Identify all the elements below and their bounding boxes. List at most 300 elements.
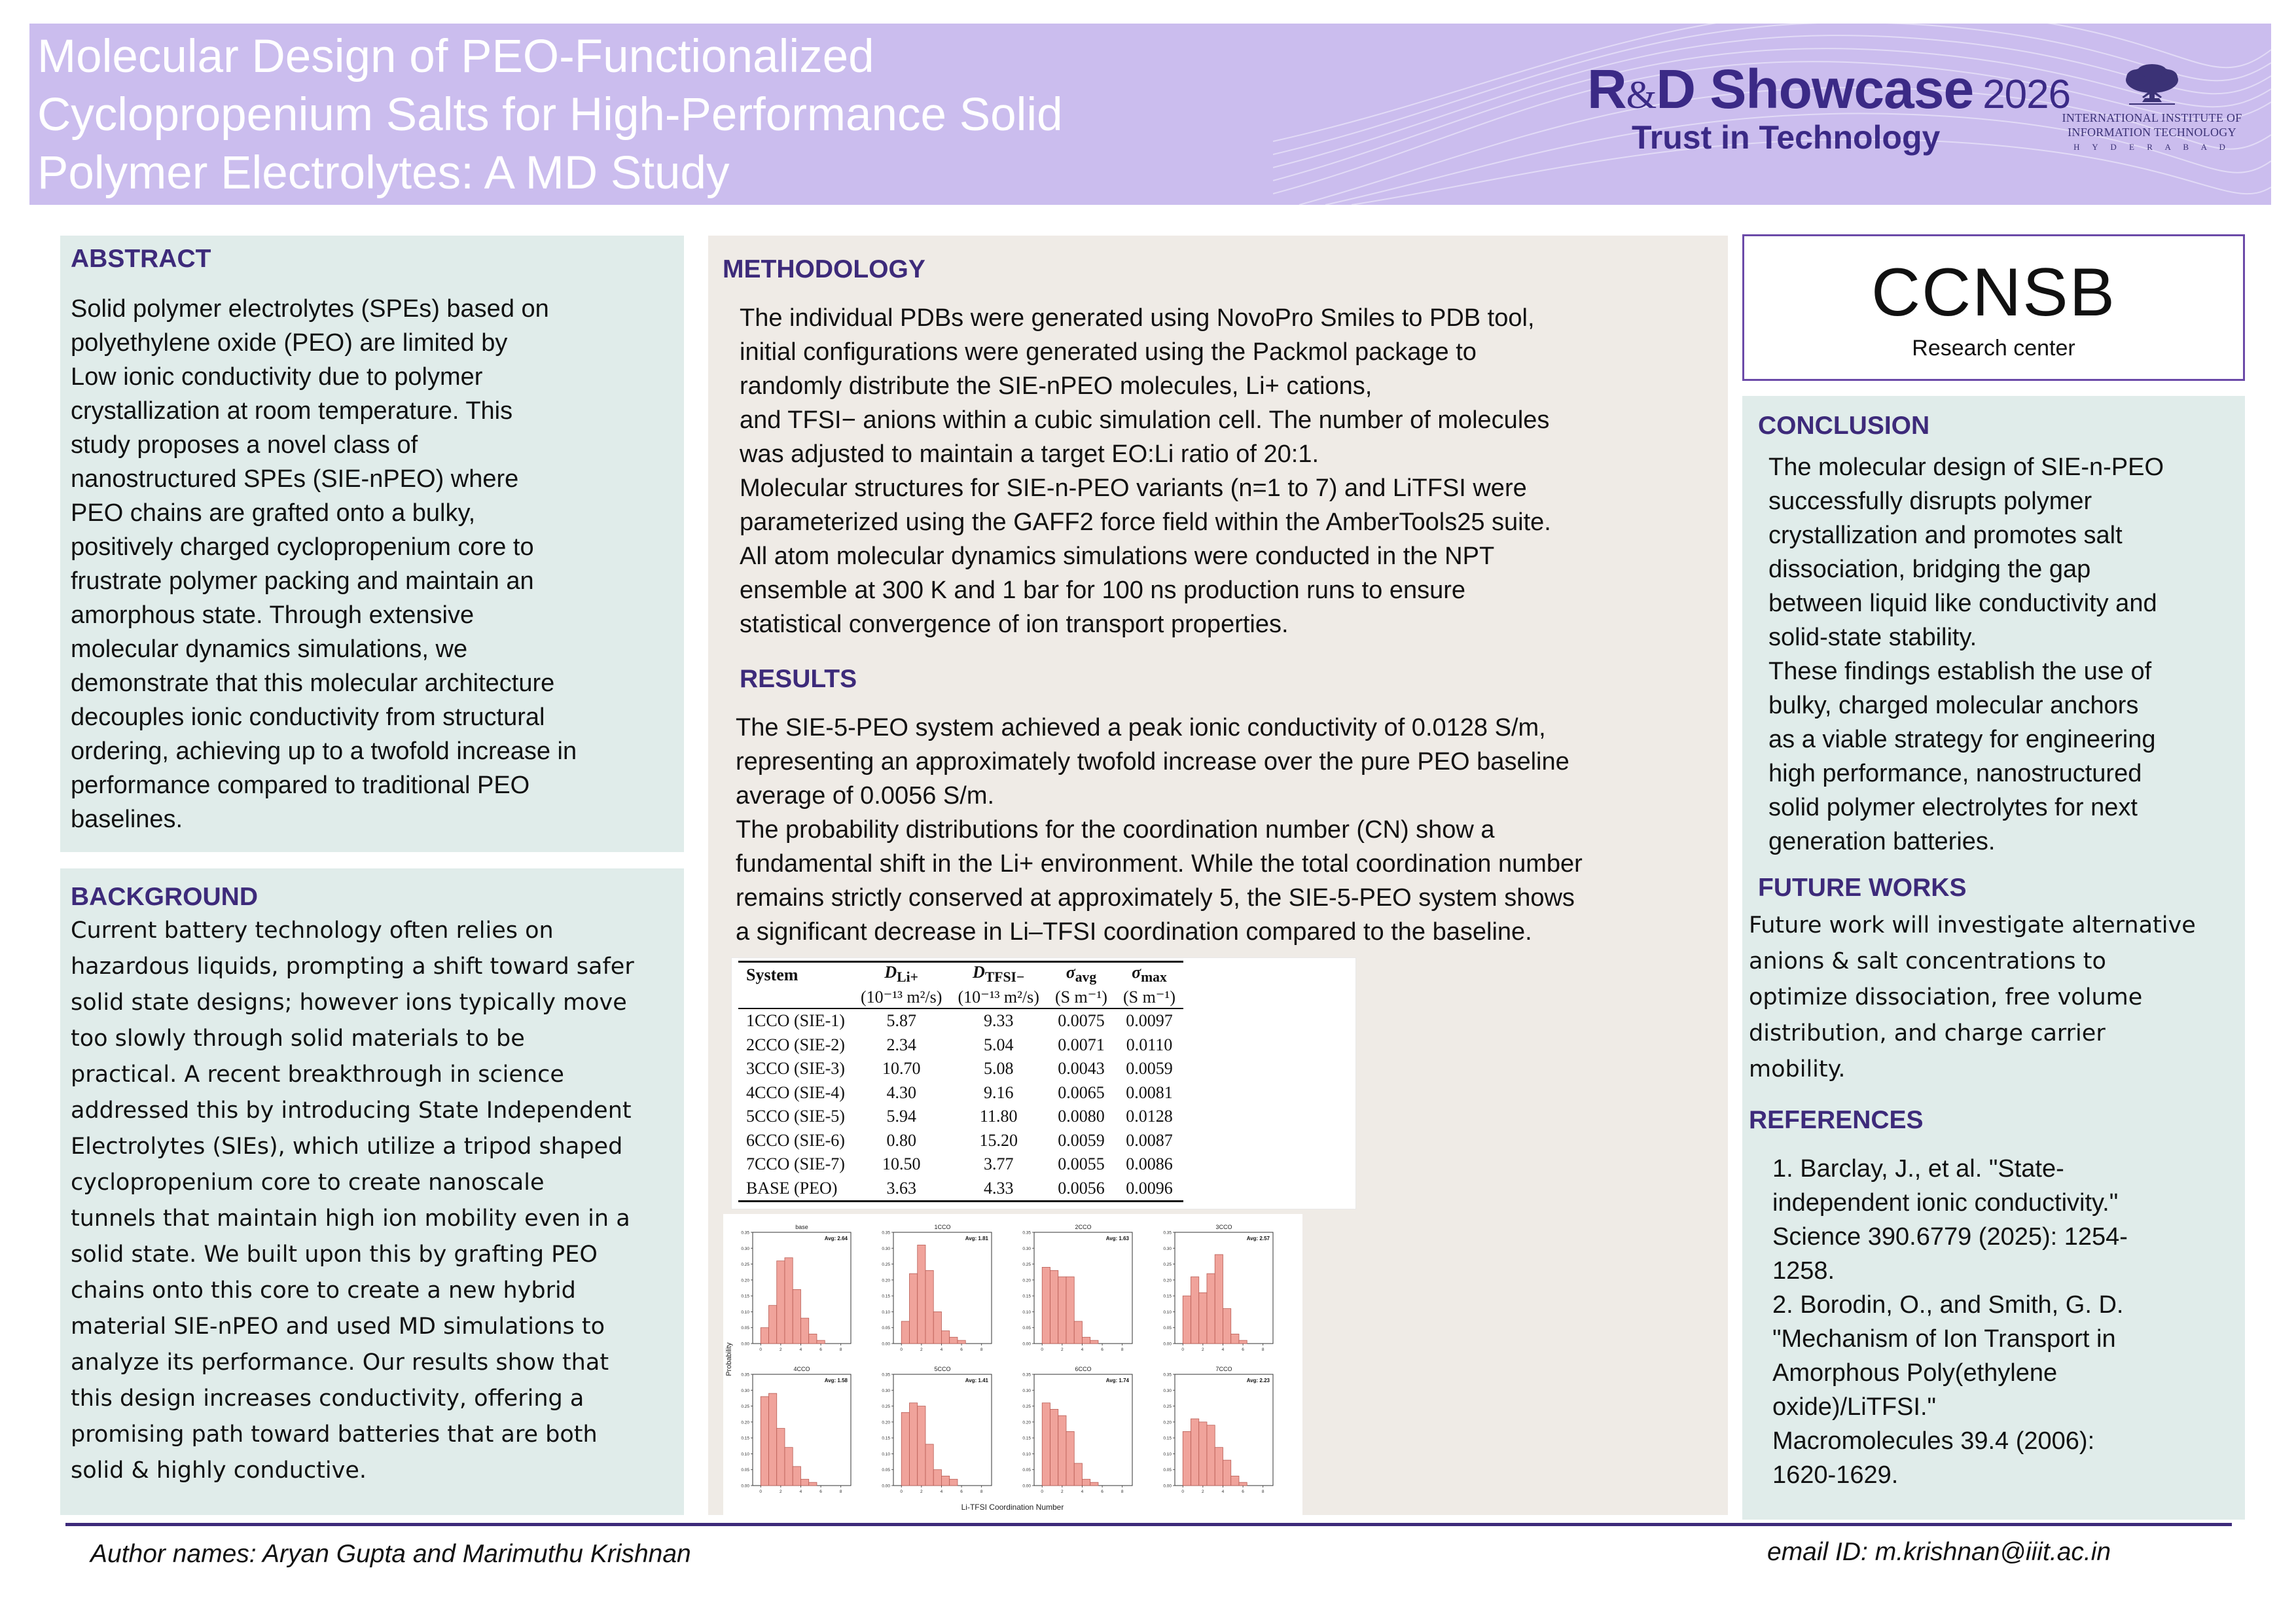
results-line: The probability distributions for the coordination number (CN) show a	[736, 816, 1495, 844]
methodology-text	[740, 301, 1721, 641]
x-tick-label: 6	[960, 1489, 963, 1494]
x-tick-label: 8	[839, 1489, 842, 1494]
panel-title: 2CCO	[1075, 1224, 1092, 1230]
future-line: distribution, and charge carrier	[1749, 1020, 2106, 1046]
x-tick-label: 0	[900, 1347, 903, 1352]
histogram-bar	[1231, 1334, 1239, 1344]
panel-title: 5CCO	[934, 1366, 951, 1372]
y-tick-label: 0.35	[1163, 1372, 1172, 1378]
y-tick-label: 0.30	[741, 1388, 749, 1393]
histogram-bar	[1215, 1448, 1223, 1486]
x-tick-label: 8	[839, 1347, 842, 1352]
x-tick-label: 2	[1061, 1489, 1064, 1494]
abstract-heading: ABSTRACT	[71, 245, 211, 273]
y-tick-label: 0.35	[1163, 1230, 1172, 1236]
histogram-bar	[918, 1406, 925, 1486]
y-tick-label: 0.00	[1163, 1484, 1172, 1489]
x-tick-label: 4	[940, 1347, 943, 1352]
histogram-bar	[785, 1258, 793, 1344]
x-tick-label: 6	[960, 1347, 963, 1352]
histogram-panel	[1163, 1224, 1273, 1352]
conclusion-line: solid polymer electrolytes for next	[1768, 794, 2138, 821]
col-sigma-avg: $\sigma_{avg}$	[1047, 962, 1115, 988]
y-tick-label: 0.35	[1022, 1372, 1031, 1378]
methodology-line: ensemble at 300 K and 1 bar for 100 ns production runs to ensure	[740, 577, 1466, 604]
histogram-bar	[1191, 1419, 1198, 1486]
y-tick-label: 0.05	[1022, 1326, 1031, 1331]
references-text	[1772, 1152, 2241, 1492]
y-tick-label: 0.05	[882, 1468, 890, 1473]
future-text	[1749, 908, 2243, 1088]
future-line: optimize dissociation, free volume	[1749, 984, 2143, 1010]
methodology-line: All atom molecular dynamics simulations were conducted in the NPT	[740, 543, 1495, 570]
histogram-bar	[761, 1397, 768, 1486]
avg-label: Avg: 2.64	[824, 1236, 848, 1241]
background-line: addressed this by introducing State Independent	[71, 1097, 632, 1124]
reference-line: 1620-1629.	[1772, 1461, 1899, 1489]
ccnsb-box	[1742, 234, 2245, 381]
results-text	[736, 711, 1724, 949]
abstract-line: molecular dynamics simulations, we	[71, 635, 468, 663]
x-tick-label: 4	[799, 1347, 802, 1352]
histogram-bar	[1223, 1460, 1230, 1486]
tree-icon	[2123, 64, 2181, 107]
y-tick-label: 0.35	[882, 1230, 890, 1236]
histogram-bar	[925, 1270, 933, 1344]
y-tick-label: 0.35	[741, 1230, 749, 1236]
reference-line: 2. Borodin, O., and Smith, G. D.	[1772, 1291, 2124, 1319]
y-tick-label: 0.35	[1022, 1230, 1031, 1236]
background-line: material SIE-nPEO and used MD simulations to	[71, 1313, 605, 1340]
y-tick-label: 0.30	[1163, 1388, 1172, 1393]
table-row: 7CCO (SIE-7) 10.50 3.77 0.0055 0.0086	[746, 1154, 1173, 1174]
histogram-bar	[1074, 1321, 1082, 1344]
conclusion-line: bulky, charged molecular anchors	[1768, 692, 2139, 719]
col-system: System	[738, 962, 853, 988]
y-tick-label: 0.25	[882, 1404, 890, 1410]
histogram-bar	[1090, 1482, 1098, 1486]
x-tick-label: 4	[1221, 1489, 1225, 1494]
y-tick-label: 0.15	[1163, 1294, 1172, 1299]
avg-label: Avg: 1.63	[1105, 1236, 1129, 1241]
results-line: The SIE-5-PEO system achieved a peak ionic conductivity of 0.0128 S/m,	[736, 714, 1546, 741]
future-heading: FUTURE WORKS	[1758, 874, 1967, 902]
background-line: Electrolytes (SIEs), which utilize a tripod shaped	[71, 1133, 623, 1160]
future-line: anions & salt concentrations to	[1749, 948, 2106, 974]
y-tick-label: 0.05	[1163, 1468, 1172, 1473]
avg-label: Avg: 1.74	[1105, 1378, 1129, 1383]
histogram-bar	[909, 1403, 917, 1486]
histogram-bar	[1050, 1270, 1058, 1344]
x-tick-label: 2	[1202, 1347, 1204, 1352]
y-tick-label: 0.00	[882, 1342, 890, 1347]
abstract-line: nanostructured SPEs (SIE-nPEO) where	[71, 465, 519, 493]
abstract-line: baselines.	[71, 806, 183, 833]
y-tick-label: 0.25	[741, 1262, 749, 1268]
histogram-bar	[1207, 1425, 1215, 1486]
abstract-line: frustrate polymer packing and maintain an	[71, 567, 534, 595]
y-tick-label: 0.15	[882, 1294, 890, 1299]
x-tick-label: 2	[920, 1347, 923, 1352]
panel-title: 4CCO	[793, 1366, 810, 1372]
col-sigma-max: $\sigma_{max}$	[1115, 962, 1183, 988]
x-tick-label: 2	[780, 1347, 782, 1352]
histogram-bar	[817, 1340, 825, 1344]
histogram-bar	[1066, 1277, 1074, 1344]
ccnsb-subtitle: Research center	[1912, 336, 2075, 361]
x-tick-label: 8	[980, 1347, 983, 1352]
panel-title: 3CCO	[1215, 1224, 1232, 1230]
col-d-li: $D_{Li+}$	[853, 962, 950, 988]
y-tick-label: 0.30	[882, 1246, 890, 1251]
conclusion-heading: CONCLUSION	[1758, 412, 1930, 440]
institute-city: H Y D E R A B A D	[2073, 142, 2231, 152]
showcase-logo	[1587, 58, 2070, 121]
y-tick-label: 0.25	[882, 1262, 890, 1268]
y-tick-label: 0.00	[1163, 1342, 1172, 1347]
x-tick-label: 6	[819, 1347, 822, 1352]
reference-line: Amorphous Poly(ethylene	[1772, 1359, 2058, 1387]
histogram-bar	[1239, 1482, 1247, 1486]
histogram-bar	[777, 1429, 785, 1486]
conclusion-line: successfully disrupts polymer	[1768, 488, 2092, 515]
histogram-bar	[1191, 1277, 1198, 1344]
x-tick-label: 4	[1081, 1489, 1084, 1494]
y-tick-label: 0.25	[1022, 1262, 1031, 1268]
histogram-bar	[1231, 1476, 1239, 1486]
histogram-bar	[909, 1274, 917, 1344]
abstract-panel	[60, 236, 684, 852]
table-row: 6CCO (SIE-6) 0.80 15.20 0.0059 0.0087	[746, 1130, 1173, 1150]
panel-title: 6CCO	[1075, 1366, 1092, 1372]
x-tick-label: 8	[1261, 1489, 1265, 1494]
methodology-line: was adjusted to maintain a target EO:Li ratio of 20:1.	[740, 440, 1319, 468]
references-heading: REFERENCES	[1749, 1106, 1924, 1134]
histogram-panel	[1022, 1224, 1132, 1352]
histogram-bar	[777, 1261, 785, 1344]
y-tick-label: 0.25	[1022, 1404, 1031, 1410]
y-tick-label: 0.35	[882, 1372, 890, 1378]
histogram-bar	[793, 1467, 800, 1486]
diffusion-conductivity-table	[731, 957, 1356, 1209]
future-line: Future work will investigate alternative	[1749, 912, 2196, 938]
y-tick-label: 0.10	[741, 1310, 749, 1315]
methodology-heading: METHODOLOGY	[723, 255, 925, 283]
y-tick-label: 0.20	[741, 1420, 749, 1425]
x-tick-label: 0	[900, 1489, 903, 1494]
conclusion-line: dissociation, bridging the gap	[1768, 556, 2091, 583]
conclusion-text	[1768, 450, 2240, 859]
results-line: a significant decrease in Li–TFSI coordination compared to the baseline.	[736, 918, 1532, 946]
showcase-d: D Showcase	[1656, 58, 1974, 120]
results-heading: RESULTS	[740, 665, 857, 693]
background-line: cyclopropenium core to create nanoscale	[71, 1169, 545, 1196]
y-tick-label: 0.05	[741, 1468, 749, 1473]
coordination-histograms	[723, 1214, 1302, 1515]
methodology-line: Molecular structures for SIE-n-PEO variants (n=1 to 7) and LiTFSI were	[740, 474, 1527, 502]
background-line: promising path toward batteries that are both	[71, 1421, 598, 1448]
histogram-bar	[1183, 1296, 1191, 1344]
reference-line: oxide)/LiTFSI."	[1772, 1393, 1937, 1421]
reference-line: "Mechanism of Ion Transport in	[1772, 1325, 2116, 1353]
x-tick-label: 0	[1181, 1489, 1185, 1494]
y-tick-label: 0.05	[882, 1326, 890, 1331]
x-tick-label: 8	[1261, 1347, 1265, 1352]
abstract-line: Solid polymer electrolytes (SPEs) based on	[71, 295, 549, 323]
y-tick-label: 0.20	[882, 1278, 890, 1283]
author-names: Author names: Aryan Gupta and Marimuthu Krishnan	[90, 1540, 691, 1568]
histogram-bar	[950, 1337, 958, 1344]
x-tick-label: 4	[940, 1489, 943, 1494]
histogram-bar	[1050, 1409, 1058, 1486]
reference-line: Science 390.6779 (2025): 1254-	[1772, 1223, 2128, 1251]
background-line: solid & highly conductive.	[71, 1457, 367, 1484]
y-tick-label: 0.00	[882, 1484, 890, 1489]
avg-label: Avg: 1.41	[965, 1378, 988, 1383]
panel-title: 1CCO	[934, 1224, 951, 1230]
abstract-line: amorphous state. Through extensive	[71, 601, 475, 629]
methodology-line: statistical convergence of ion transport properties.	[740, 611, 1289, 638]
y-tick-label: 0.05	[1022, 1468, 1031, 1473]
abstract-line: positively charged cyclopropenium core to	[71, 533, 534, 561]
x-tick-label: 8	[1121, 1489, 1124, 1494]
y-tick-label: 0.15	[741, 1294, 749, 1299]
abstract-line: ordering, achieving up to a twofold increase in	[71, 738, 577, 765]
histogram-bar	[958, 1340, 965, 1344]
histogram-bar	[1066, 1431, 1074, 1486]
title-line-1: Molecular Design of PEO-Functionalized	[37, 31, 874, 82]
y-tick-label: 0.30	[882, 1388, 890, 1393]
y-tick-label: 0.20	[1163, 1278, 1172, 1283]
histogram-bar	[793, 1289, 800, 1344]
avg-label: Avg: 2.23	[1246, 1378, 1270, 1383]
histogram-panel	[882, 1366, 992, 1494]
y-tick-label: 0.20	[1022, 1420, 1031, 1425]
x-tick-label: 6	[1242, 1489, 1244, 1494]
histogram-bar	[918, 1245, 925, 1344]
x-tick-label: 2	[920, 1489, 923, 1494]
methodology-line: and TFSI− anions within a cubic simulation cell. The number of molecules	[740, 406, 1550, 434]
data-table	[738, 961, 1183, 1202]
histogram-bar	[901, 1321, 909, 1344]
y-tick-label: 0.30	[1022, 1388, 1031, 1393]
results-line: average of 0.0056 S/m.	[736, 782, 995, 810]
y-tick-label: 0.15	[1163, 1436, 1172, 1441]
histogram-bar	[768, 1393, 776, 1486]
histogram-panel	[1163, 1366, 1273, 1494]
x-axis-label: Li-TFSI Coordination Number	[961, 1503, 1064, 1512]
x-tick-label: 0	[759, 1489, 762, 1494]
panel-title: base	[795, 1224, 808, 1230]
histogram-bar	[1042, 1267, 1050, 1344]
footer-divider	[65, 1523, 2232, 1526]
y-tick-label: 0.00	[741, 1484, 749, 1489]
conclusion-line: solid-state stability.	[1768, 624, 1977, 651]
background-line: too slowly through solid materials to be	[71, 1026, 525, 1052]
background-line: solid state designs; however ions typically move	[71, 990, 627, 1016]
background-line: hazardous liquids, prompting a shift toward safer	[71, 954, 634, 980]
y-tick-label: 0.05	[741, 1326, 749, 1331]
y-tick-label: 0.35	[741, 1372, 749, 1378]
background-line: analyze its performance. Our results show that	[71, 1349, 609, 1376]
histogram-bar	[901, 1412, 909, 1486]
table-row: BASE (PEO) 3.63 4.33 0.0056 0.0096	[738, 1177, 1183, 1202]
future-line: mobility.	[1749, 1056, 1846, 1082]
conclusion-line: between liquid like conductivity and	[1768, 590, 2157, 617]
y-tick-label: 0.30	[741, 1246, 749, 1251]
histogram-panel	[741, 1224, 851, 1352]
y-tick-label: 0.20	[882, 1420, 890, 1425]
abstract-line: demonstrate that this molecular architecture	[71, 669, 555, 697]
histogram-bar	[1074, 1463, 1082, 1486]
histogram-bar	[1058, 1416, 1066, 1486]
abstract-line: Low ionic conductivity due to polymer	[71, 363, 483, 391]
background-line: solid state. We built upon this by grafting PEO	[71, 1241, 598, 1268]
background-line: practical. A recent breakthrough in science	[71, 1061, 564, 1088]
reference-line: 1258.	[1772, 1257, 1835, 1285]
histogram-bar	[933, 1311, 941, 1344]
histogram-bar	[1223, 1309, 1230, 1344]
table-row: 3CCO (SIE-3) 10.70 5.08 0.0043 0.0059	[746, 1059, 1173, 1079]
y-tick-label: 0.05	[1163, 1326, 1172, 1331]
histogram-bar	[800, 1479, 808, 1486]
y-tick-label: 0.30	[1163, 1246, 1172, 1251]
histogram-bar	[1183, 1431, 1191, 1486]
table-row: 5CCO (SIE-5) 5.94 11.80 0.0080 0.0128	[746, 1107, 1173, 1126]
showcase-year: 2026	[1982, 72, 2071, 117]
abstract-line: decouples ionic conductivity from structural	[71, 704, 545, 731]
conclusion-line: These findings establish the use of	[1768, 658, 2152, 685]
y-tick-label: 0.15	[882, 1436, 890, 1441]
methodology-line: initial configurations were generated using the Packmol package to	[740, 338, 1477, 366]
y-tick-label: 0.10	[1022, 1452, 1031, 1457]
y-tick-label: 0.10	[1022, 1310, 1031, 1315]
avg-label: Avg: 1.58	[824, 1378, 848, 1383]
ccnsb-name: CCNSB	[1871, 255, 2117, 330]
results-line: fundamental shift in the Li+ environment. While the total coordination number	[736, 850, 1583, 878]
conclusion-line: The molecular design of SIE-n-PEO	[1768, 454, 2164, 481]
col-sigma-max-unit: (S m⁻¹)	[1115, 987, 1183, 1008]
histogram-bar	[933, 1470, 941, 1486]
histogram-bar	[1058, 1277, 1066, 1344]
x-tick-label: 0	[1041, 1347, 1044, 1352]
avg-label: Avg: 2.57	[1246, 1236, 1270, 1241]
col-sigma-avg-unit: (S m⁻¹)	[1047, 987, 1115, 1008]
y-tick-label: 0.25	[1163, 1404, 1172, 1410]
poster-title	[37, 27, 1202, 202]
abstract-line: performance compared to traditional PEO	[71, 772, 530, 799]
y-tick-label: 0.10	[741, 1452, 749, 1457]
col-d-tfsi-unit: (10⁻¹³ m²/s)	[950, 987, 1047, 1008]
y-tick-label: 0.20	[1022, 1278, 1031, 1283]
histogram-bar	[768, 1306, 776, 1344]
methodology-line: parameterized using the GAFF2 force field within the AmberTools25 suite.	[740, 508, 1551, 536]
y-tick-label: 0.15	[1022, 1436, 1031, 1441]
abstract-line: study proposes a novel class of	[71, 431, 418, 459]
conclusion-line: generation batteries.	[1768, 828, 1996, 855]
histogram-bar	[785, 1448, 793, 1486]
background-heading: BACKGROUND	[71, 883, 258, 911]
x-tick-label: 4	[1081, 1347, 1084, 1352]
col-d-tfsi: $D_{TFSI-}$	[950, 962, 1047, 988]
y-tick-label: 0.15	[1022, 1294, 1031, 1299]
contact-email: email ID: m.krishnan@iiit.ac.in	[1767, 1538, 2111, 1566]
y-tick-label: 0.10	[1163, 1452, 1172, 1457]
histogram-panel	[882, 1224, 992, 1352]
background-line: chains onto this core to create a new hybrid	[71, 1277, 576, 1304]
x-tick-label: 6	[819, 1489, 822, 1494]
histogram-bar	[1215, 1255, 1223, 1344]
x-tick-label: 4	[1221, 1347, 1225, 1352]
institute-logo	[2057, 64, 2247, 152]
x-tick-label: 2	[1202, 1489, 1204, 1494]
y-tick-label: 0.00	[1022, 1484, 1031, 1489]
histogram-bar	[1042, 1403, 1050, 1486]
abstract-text	[71, 292, 679, 836]
avg-label: Avg: 1.81	[965, 1236, 988, 1241]
showcase-amp: &	[1626, 73, 1657, 116]
header-banner	[29, 24, 2271, 205]
histogram-bar	[941, 1476, 949, 1486]
histogram-bar	[925, 1444, 933, 1486]
panel-title: 7CCO	[1215, 1366, 1232, 1372]
histogram-bar	[1082, 1479, 1090, 1486]
histogram-bar	[1207, 1274, 1215, 1344]
histogram-bar	[941, 1331, 949, 1344]
x-tick-label: 6	[1242, 1347, 1244, 1352]
y-tick-label: 0.30	[1022, 1246, 1031, 1251]
histogram-bar	[1239, 1340, 1247, 1344]
title-line-3: Polymer Electrolytes: A MD Study	[37, 147, 730, 199]
y-tick-label: 0.25	[741, 1404, 749, 1410]
y-tick-label: 0.20	[1163, 1420, 1172, 1425]
y-tick-label: 0.00	[1022, 1342, 1031, 1347]
tagline: Trust in Technology	[1632, 119, 1941, 156]
institute-name-1: INTERNATIONAL INSTITUTE OF	[2062, 111, 2242, 124]
x-tick-label: 0	[1181, 1347, 1185, 1352]
y-tick-label: 0.15	[741, 1436, 749, 1441]
x-tick-label: 0	[759, 1347, 762, 1352]
background-line: this design increases conductivity, offering a	[71, 1385, 584, 1412]
background-line: Current battery technology often relies on	[71, 918, 554, 944]
y-tick-label: 0.25	[1163, 1262, 1172, 1268]
abstract-line: polyethylene oxide (PEO) are limited by	[71, 329, 508, 357]
x-tick-label: 0	[1041, 1489, 1044, 1494]
histogram-bar	[761, 1328, 768, 1344]
y-tick-label: 0.10	[1163, 1310, 1172, 1315]
conclusion-line: crystallization and promotes salt	[1768, 522, 2123, 549]
abstract-line: crystallization at room temperature. This	[71, 397, 513, 425]
background-line: tunnels that maintain high ion mobility even in a	[71, 1205, 630, 1232]
results-line: representing an approximately twofold increase over the pure PEO baseline	[736, 748, 1570, 776]
y-axis-label: Probability	[725, 1342, 733, 1376]
background-panel	[60, 868, 684, 1515]
y-tick-label: 0.20	[741, 1278, 749, 1283]
results-line: remains strictly conserved at approximately 5, the SIE-5-PEO system shows	[736, 884, 1575, 912]
histogram-bar	[1199, 1422, 1207, 1486]
y-tick-label: 0.10	[882, 1452, 890, 1457]
conclusion-line: as a viable strategy for engineering	[1768, 726, 2156, 753]
reference-line: Macromolecules 39.4 (2006):	[1772, 1427, 2095, 1455]
title-line-2: Cyclopropenium Salts for High-Performance Solid	[37, 89, 1063, 141]
histogram-panel	[1022, 1366, 1132, 1494]
x-tick-label: 6	[1101, 1489, 1103, 1494]
histogram-bar	[950, 1479, 958, 1486]
table-row: 1CCO (SIE-1) 5.87 9.33 0.0075 0.0097	[746, 1011, 1173, 1031]
histogram-bar	[800, 1318, 808, 1344]
reference-line: 1. Barclay, J., et al. "State-	[1772, 1155, 2064, 1183]
showcase-r: R	[1587, 58, 1626, 120]
